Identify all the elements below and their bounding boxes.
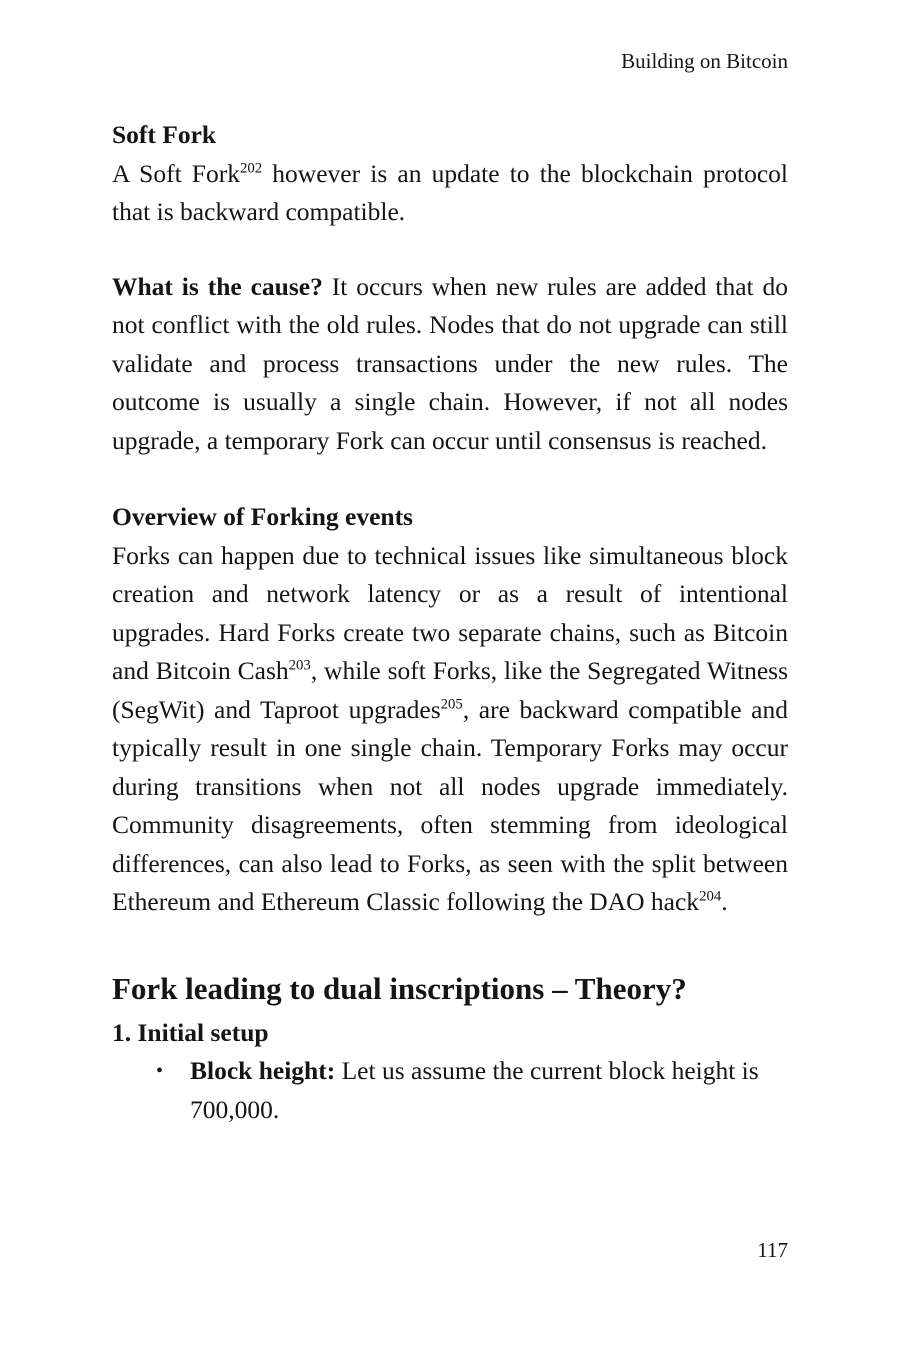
list-item-block-height (152, 1052, 788, 1129)
paragraph-soft-fork (112, 155, 788, 232)
paragraph-text: . (721, 887, 728, 916)
paragraph-overview (112, 537, 788, 922)
footnote-ref-202: 202 (239, 160, 263, 176)
footnote-ref-205: 205 (440, 696, 463, 712)
section-title-fork-dual-inscriptions: Fork leading to dual inscriptions – Theory? (112, 970, 687, 1006)
run-in-heading-block-height: Block height: (190, 1056, 336, 1085)
footnote-ref-204: 204 (699, 888, 722, 905)
footnote-ref-203: 203 (288, 657, 311, 674)
paragraph-text: Forks can happen due to technical issues like simultaneous block creation and network latency or as a result of intentional upgrades. Hard Forks create two separate chains, such as Bitcoin and Bitcoin Cash (112, 540, 788, 685)
paragraph-cause (112, 268, 788, 461)
run-in-heading-cause: What is the cause? (112, 271, 323, 301)
paragraph-text: Let us assume the current block height is 700,000. (190, 1056, 759, 1124)
heading-initial-setup: 1. Initial setup (112, 1017, 269, 1047)
heading-soft-fork: Soft Fork (112, 120, 217, 149)
heading-overview-forking-events: Overview of Forking events (112, 502, 413, 531)
paragraph-text: A Soft Fork (112, 158, 240, 188)
paragraph-text: however is an update to the blockchain protocol that is backward compatible. (112, 158, 788, 226)
page-number: 117 (757, 1238, 788, 1262)
list-item-text (190, 1052, 788, 1129)
bullet-icon: • (156, 1060, 164, 1082)
paragraph-text: It occurs when new rules are added that do not conflict with the old rules. Nodes that do not upgrade can still validate and process transactions under the new rules. The outcome is usually a single chain. However, if not all nodes upgrade, a temporary Fork can occur until consensus is reached. (112, 271, 789, 455)
paragraph-text: , are backward compatible and typically result in one single chain. Temporary Forks may occur during transitions when not all nodes upgrade immediately. Community disagreements, often stemming from ideological differences, can also lead to Forks, as seen with the split between Ethereum and Ethereum Classic following the DAO hack (112, 694, 788, 916)
paragraph-text: , while soft Forks, like the Segregated Witness (SegWit) and Taproot upgrades (112, 656, 788, 724)
running-header: Building on Bitcoin (621, 49, 788, 73)
